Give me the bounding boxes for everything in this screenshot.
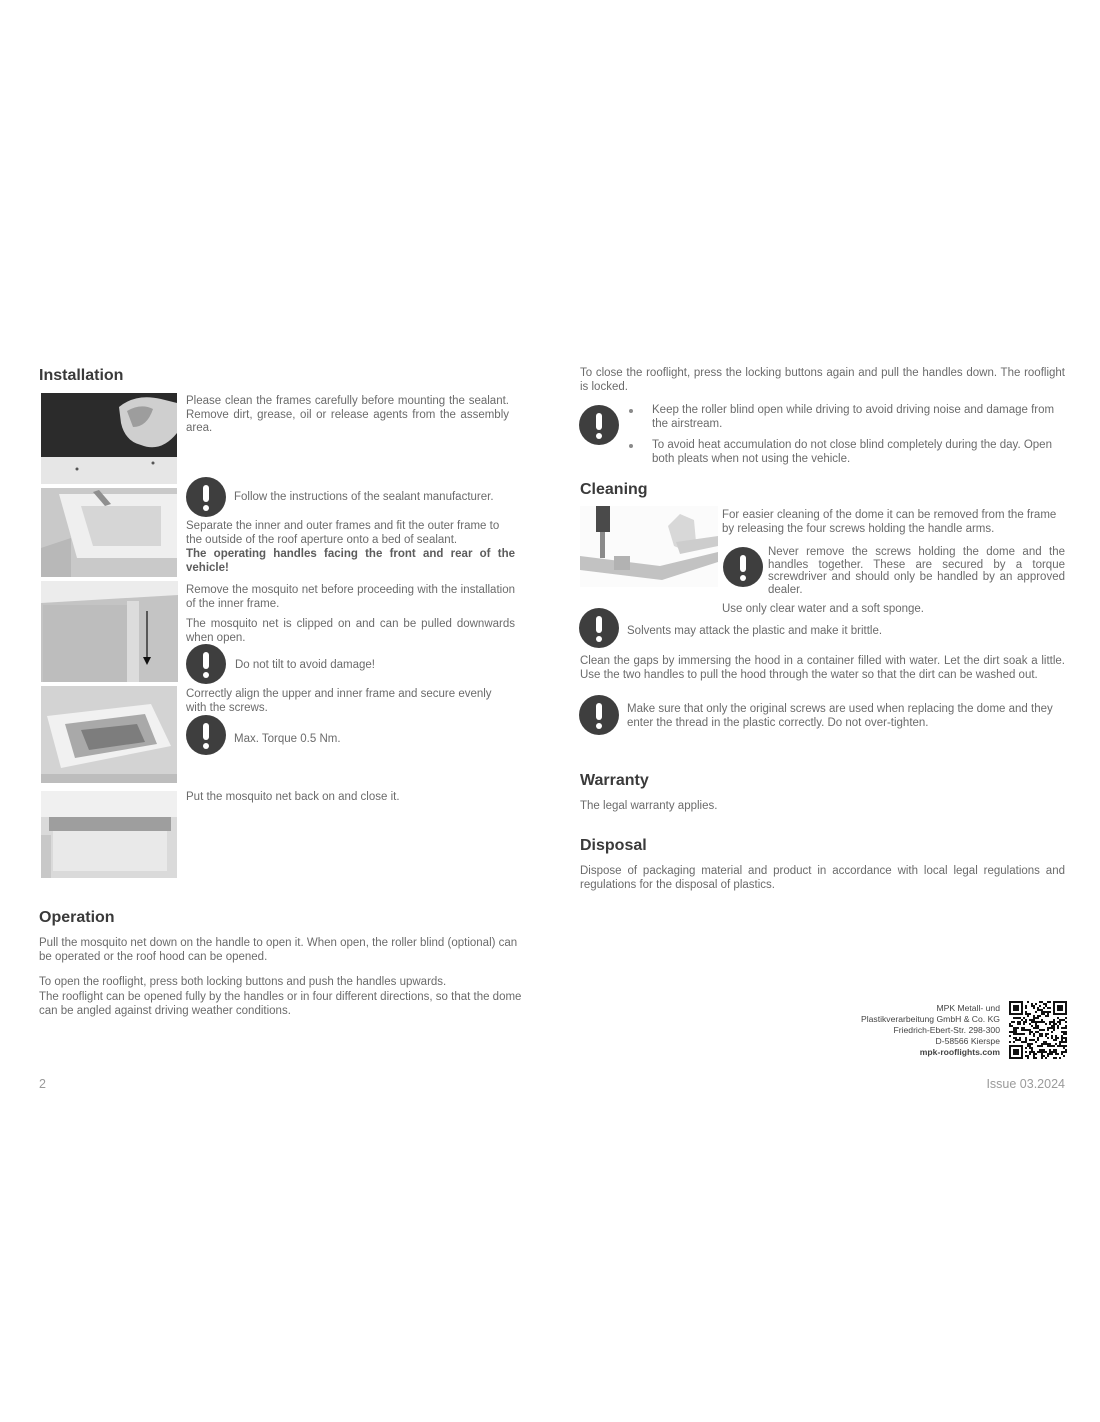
install-step3b-text: The mosquito net is clipped on and can be pulled downwards when open. [186,618,515,644]
screwdriver-photo [580,506,718,587]
company-city: D-58566 Kierspe [935,1036,1000,1046]
company-street: Friedrich-Ebert-Str. 298-300 [893,1025,1000,1035]
outer-frame-photo [41,488,177,577]
install-step3-text: Remove the mosquito net before proceeding with the installation of the inner frame. [186,584,515,610]
install-step2-bold: The operating handles facing the front and rear of the vehicle! [186,548,515,574]
operation-heading: Operation [39,909,115,926]
qr-code-icon[interactable] [1009,1001,1067,1059]
mosquito-net-photo [41,581,178,682]
issue-date: Issue 03.2024 [986,1077,1065,1091]
install-warning2-text: Do not tilt to avoid damage! [235,659,375,671]
company-line2: Plastikverarbeitung GmbH & Co. KG [861,1014,1000,1024]
warning-icon [186,644,226,684]
operation-para3: The rooflight can be opened fully by the handles or in four different directions, so that the dome can be angled against driving weather conditions. [39,991,522,1017]
warranty-text: The legal warranty applies. [580,800,718,812]
bullet-dot [629,409,633,413]
warranty-heading: Warranty [580,772,649,789]
installation-heading: Installation [39,367,124,384]
cleaning-warning1-text: Never remove the screws holding the dome and the handles together. These are secured by a torque screwdriver and should only be handled by an approved dealer. [768,546,1065,596]
operation-para1: Pull the mosquito net down on the handle to open it. When open, the roller blind (optional) can be operated or the roof hood can be opened. [39,937,518,963]
warning-icon [579,608,619,648]
cleaning-frame-photo [41,393,177,484]
warning-icon [723,547,763,587]
install-step5-text: Put the mosquito net back on and close it. [186,791,400,803]
cleaning-warning2-text: Solvents may attack the plastic and make it brittle. [627,625,883,637]
bullet-item-2: To avoid heat accumulation do not close blind completely during the day. Open both pleats when not using the vehicle. [652,439,1052,465]
warning-icon [186,477,226,517]
install-step4-text: Correctly align the upper and inner frame and secure evenly with the screws. [186,688,492,714]
company-address [800,1003,1000,1058]
cleaning-para2: Use only clear water and a soft sponge. [722,603,925,615]
warning-icon [579,695,619,735]
install-warning3-text: Max. Torque 0.5 Nm. [234,733,341,745]
page-number: 2 [39,1077,46,1091]
cleaning-para3: Clean the gaps by immersing the hood in a container filled with water. Let the dirt soak a little. Use the two handles to pull the hood through the water so that the dirt can be washed out. [580,655,1065,681]
cleaning-warning3-text: Make sure that only the original screws are used when replacing the dome and they enter the thread in the plastic correctly. Do not over-tighten. [627,703,1053,729]
cleaning-para1: For easier cleaning of the dome it can be removed from the frame by releasing the four screws holding the handle arms. [722,509,1057,535]
net-closed-photo [41,791,177,878]
cleaning-heading: Cleaning [580,481,648,498]
bullet-item-1: Keep the roller blind open while driving to avoid driving noise and damage from the airstream. [652,404,1055,430]
disposal-text: Dispose of packaging material and product in accordance with local legal regulations and regulations for the disposal of plastics. [580,865,1065,891]
inner-frame-photo [41,686,177,783]
close-rooflight-text: To close the rooflight, press the locking buttons again and pull the handles down. The rooflight is locked. [580,367,1065,393]
install-step2-text: Separate the inner and outer frames and fit the outer frame to the outside of the roof aperture onto a bed of sealant. [186,520,500,546]
warning-icon [579,405,619,445]
install-step1-text: Please clean the frames carefully before mounting the sealant. Remove dirt, grease, oil or release agents from the assembly area. [186,395,509,435]
operation-para2: To open the rooflight, press both locking buttons and push the handles upwards. [39,976,447,988]
bullet-dot [629,444,633,448]
disposal-heading: Disposal [580,837,647,854]
warning-icon [186,715,226,755]
company-website[interactable]: mpk-rooflights.com [919,1047,1000,1057]
company-line1: MPK Metall- und [936,1003,1000,1013]
install-warning1-text: Follow the instructions of the sealant manufacturer. [234,491,494,503]
